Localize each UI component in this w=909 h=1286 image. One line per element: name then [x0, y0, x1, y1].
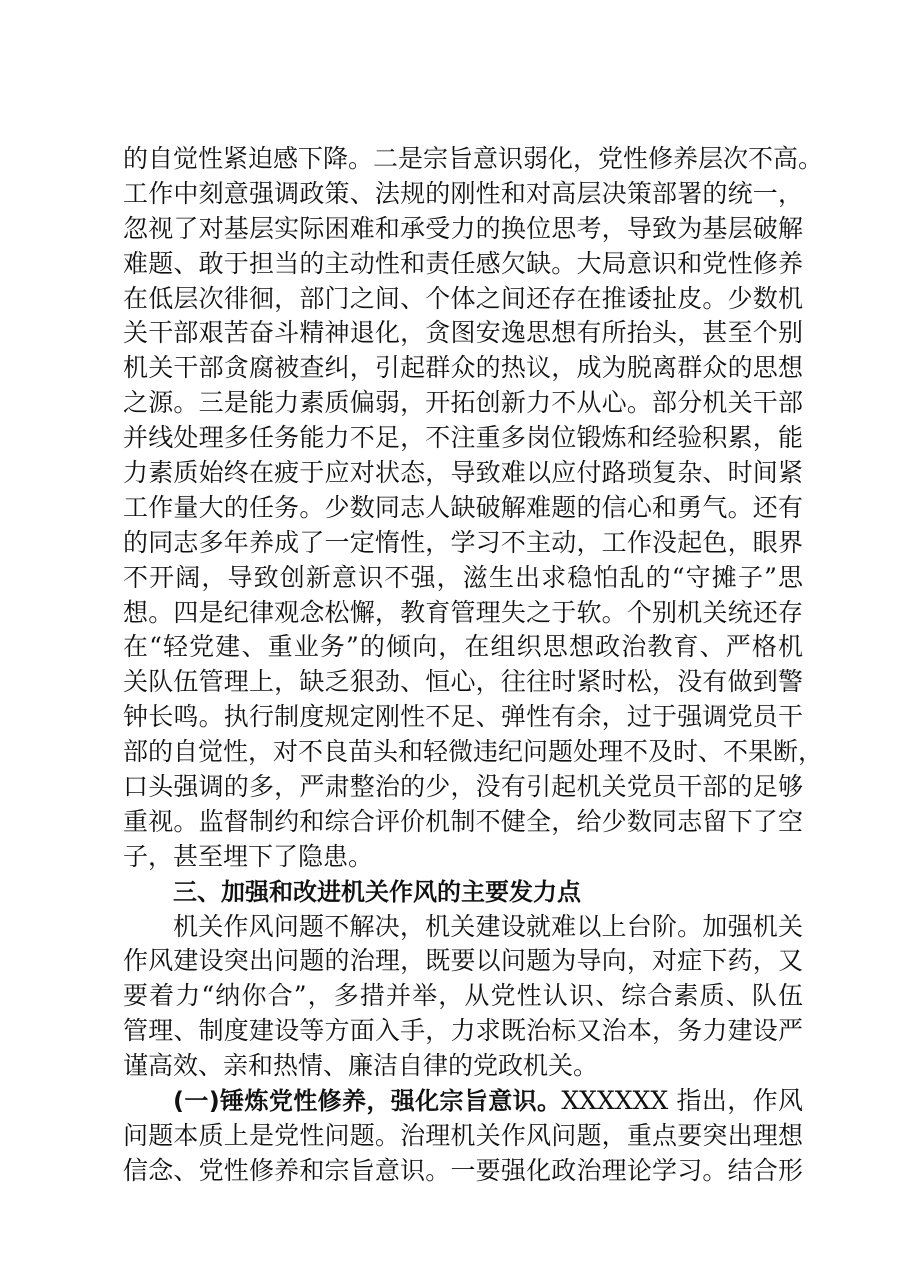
text-line: 的同志多年养成了一定惰性，学习不主动，工作没起色，眼界 [123, 527, 803, 557]
text-line: 工作量大的任务。少数同志人缺破解难题的信心和勇气。还有 [123, 492, 803, 522]
text-line: 钟长鸣。执行制度规定刚性不足、弹性有余，过于强调党员干 [123, 702, 803, 732]
paragraph-2 [123, 910, 803, 1084]
text-line: 在低层次徘徊，部门之间、个体之间还存在推诿扯皮。少数机 [123, 283, 803, 313]
text-line: 并线处理多任务能力不足，不注重多岗位锻炼和经验积累，能 [123, 423, 803, 453]
text-line: 力素质始终在疲于应对状态，导致难以应付路琐复杂、时间紧 [123, 458, 803, 488]
text-line: 信念、党性修养和宗旨意识。一要强化政治理论学习。结合形 [123, 1155, 803, 1185]
text-line: 忽视了对基层实际困难和承受力的换位思考，导致为基层破解 [123, 213, 803, 243]
text-line: 机关作风问题不解决，机关建设就难以上台阶。加强机关 [173, 911, 803, 941]
document-page [123, 142, 824, 1189]
text-line: 管理、制度建设等方面入手，力求既治标又治本，务力建设严 [123, 1016, 803, 1046]
text-line [123, 1084, 803, 1119]
text-line: 关队伍管理上，缺乏狠劲、恒心，往往时紧时松，没有做到警 [123, 667, 803, 697]
text-line: 口头强调的多，严肃整治的少，没有引起机关党员干部的足够 [123, 772, 803, 802]
text-line: 部的自觉性，对不良苗头和轻微违纪问题处理不及时、不果断， [123, 737, 824, 767]
paragraph-1 [123, 142, 824, 875]
text-line: 谨高效、亲和热情、廉洁自律的党政机关。 [123, 1051, 599, 1081]
text-line: 的自觉性紧迫感下降。二是宗旨意识弱化，党性修养层次不高。 [123, 144, 824, 173]
text-line: 作风建设突出问题的治理，既要以问题为导向，对症下药，又 [123, 946, 803, 976]
text-line: 重视。监督制约和综合评价机制不健全，给少数同志留下了空 [123, 806, 803, 836]
text-line: 机关干部贪腐被查纠，引起群众的热议，成为脱离群众的思想 [123, 353, 803, 383]
text-line: 子，甚至埋下了隐患。 [123, 841, 374, 871]
text-line: 问题本质上是党性问题。治理机关作风问题，重点要突出理想 [123, 1120, 803, 1150]
text-line: 难题、敢于担当的主动性和责任感欠缺。大局意识和党性修养 [123, 248, 803, 278]
section-heading: 三、加强和改进机关作风的主要发力点 [173, 877, 581, 906]
text-line: 想。四是纪律观念松懈，教育管理失之于软。个别机关统还存 [123, 597, 803, 627]
text-line: 要着力“纳你合”，多措并举，从党性认识、综合素质、队伍 [123, 981, 803, 1011]
text-line: 在“轻党建、重业务”的倾向，在组织思想政治教育、严格机 [123, 632, 803, 662]
text-run: XXXXXX 指出，作风 [561, 1086, 804, 1116]
text-line: 之源。三是能力素质偏弱，开拓创新力不从心。部分机关干部 [123, 388, 803, 418]
text-line: 关干部艰苦奋斗精神退化，贪图安逸思想有所抬头，甚至个别 [123, 318, 803, 348]
text-line: 工作中刻意强调政策、法规的刚性和对高层决策部署的统一， [123, 178, 803, 208]
text-line: 不开阔，导致创新意识不强，滋生出求稳怕乱的“守摊子”思 [123, 562, 803, 592]
subsection-heading: (一)锤炼党性修养，强化宗旨意识。 [173, 1087, 562, 1116]
paragraph-3 [123, 1084, 803, 1189]
